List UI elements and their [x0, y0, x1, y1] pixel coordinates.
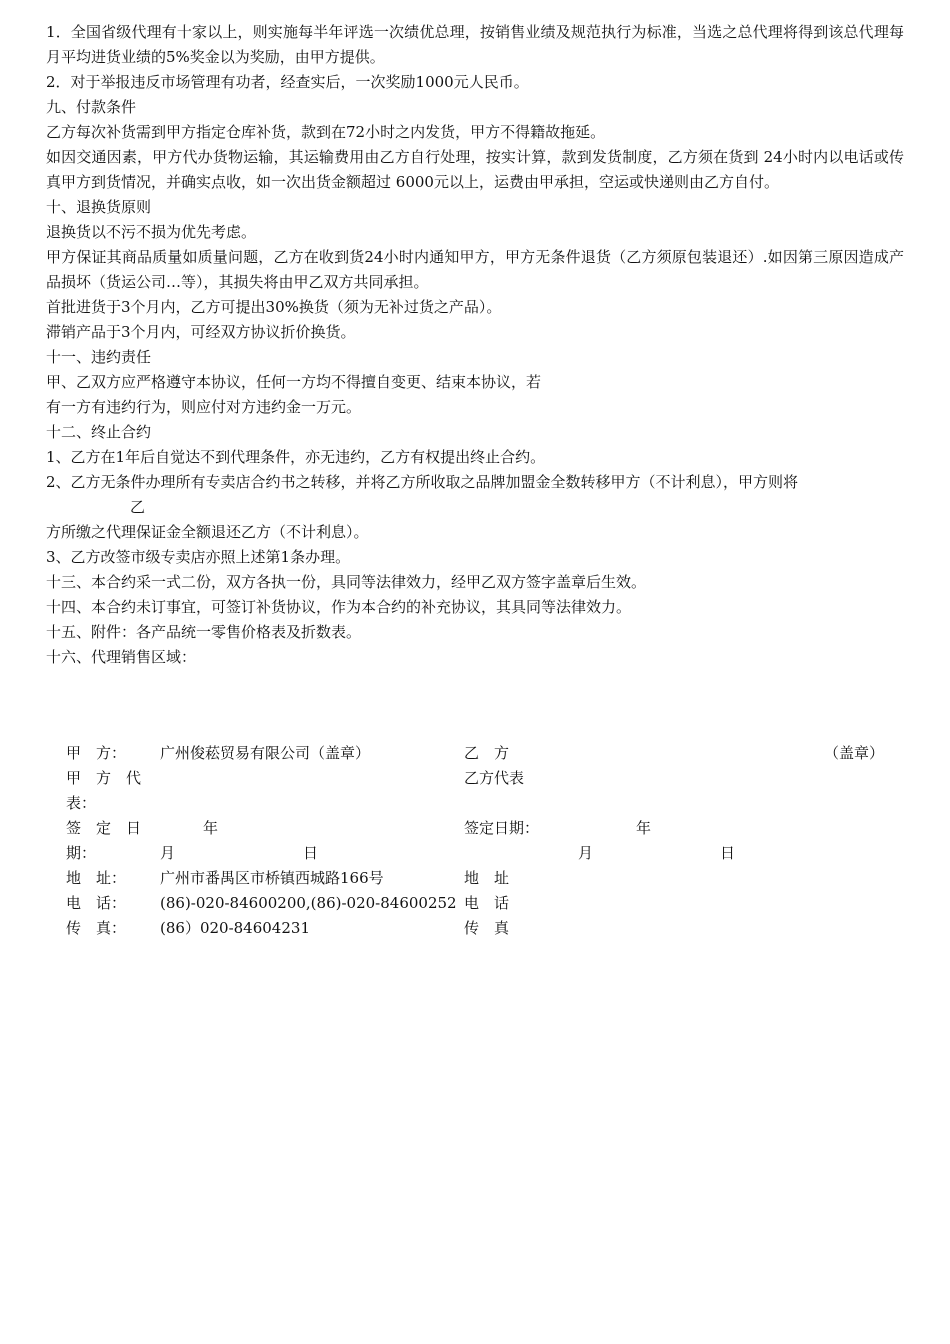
termination-item-2-cont: 方所缴之代理保证金全额退还乙方（不计利息）。: [46, 523, 369, 541]
party-b-label: 乙 方: [464, 744, 510, 762]
signature-row-date: [66, 816, 896, 841]
date-b-day: 日: [720, 844, 736, 862]
termination-item-3: 3、乙方改签市级专卖店亦照上述第1条办理。: [46, 548, 351, 566]
tel-a-value: (86)-020-84600200,(86)-020-84600252: [160, 894, 457, 912]
returns-paragraph-1: 退换货以不污不损为优先考虑。: [46, 223, 257, 241]
signature-row-rep: [66, 766, 896, 791]
signature-row-rep-cont: [66, 791, 896, 816]
date-a-year: 年: [203, 819, 219, 837]
rep-a-label-cont: 表：: [66, 794, 97, 812]
date-a-label: 签 定 日: [66, 819, 142, 837]
clause-13-copies: 十三、本合约采一式二份，双方各执一份，具同等法律效力，经甲乙双方签字盖章后生效。: [46, 573, 647, 591]
addr-a-value: 广州市番禺区市桥镇西城路166号: [160, 869, 384, 887]
fax-a-label: 传 真：: [66, 919, 127, 937]
addr-a-label: 地 址：: [66, 869, 127, 887]
section-heading-termination: 十二、终止合约: [46, 423, 152, 441]
date-b-year: 年: [636, 819, 652, 837]
fax-a-value: (86）020-84604231: [160, 919, 310, 937]
party-a-label: 甲 方：: [66, 744, 127, 762]
signature-row-party: [66, 741, 896, 766]
payment-paragraph-1: 乙方每次补货需到甲方指定仓库补货，款到在72小时之内发货，甲方不得籍故拖延。: [46, 123, 606, 141]
clause-15-attachment: 十五、附件：各产品统一零售价格表及折数表。: [46, 623, 362, 641]
termination-item-2-fragment: 乙: [130, 498, 146, 516]
returns-paragraph-3: 首批进货于3个月内，乙方可提出30%换货（须为无补过货之产品）。: [46, 298, 502, 316]
clause-2-award: 2．对于举报违反市场管理有功者，经查实后，一次奖励1000元人民币。: [46, 73, 529, 91]
clause-16-region: 十六、代理销售区域：: [46, 648, 197, 666]
addr-b-label: 地 址: [464, 869, 510, 887]
termination-item-2: 2、乙方无条件办理所有专卖店合约书之转移，并将乙方所收取之品牌加盟金全数转移甲方（不计利息），甲方则将: [46, 473, 799, 491]
signature-block: [66, 741, 896, 941]
fax-b-label: 传 真: [464, 919, 510, 937]
date-a-day: 日: [303, 844, 319, 862]
document-body: [46, 20, 904, 670]
clause-14-supplement: 十四、本合约未订事宜，可签订补货协议，作为本合约的补充协议，其具同等法律效力。: [46, 598, 632, 616]
returns-paragraph-2: 甲方保证其商品质量如质量问题，乙方在收到货24小时内通知甲方，甲方无条件退货（乙方须原包装退还）.如因第三原因造成产品损坏（货运公司…等），其损失将由甲乙双方共同承担。: [46, 248, 904, 291]
breach-paragraph-1: 甲、乙双方应严格遵守本协议，任何一方均不得擅自变更、结束本协议，若: [46, 373, 542, 391]
date-b-month: 月: [578, 844, 594, 862]
rep-b-label: 乙方代表: [464, 769, 525, 787]
payment-paragraph-2: 如因交通因素，甲方代办货物运输，其运输费用由乙方自行处理，按实计算，款到发货制度，乙方须在货到 24小时内以电话或传真甲方到货情况，并确实点收，如一次出货金额超过 6000元以上，运费由甲承担，空运或快递则由乙方自付。: [46, 148, 904, 191]
date-a-month: 月: [160, 844, 176, 862]
date-b-label: 签定日期：: [464, 819, 540, 837]
signature-row-address: [66, 866, 896, 891]
party-b-seal: （盖章）: [824, 744, 885, 762]
date-a-label-cont: 期：: [66, 844, 97, 862]
termination-item-1: 1、乙方在1年后自觉达不到代理条件，亦无违约，乙方有权提出终止合约。: [46, 448, 546, 466]
section-heading-payment: 九、付款条件: [46, 98, 137, 116]
tel-b-label: 电 话: [464, 894, 510, 912]
signature-row-fax: [66, 916, 896, 941]
party-a-value: 广州俊菘贸易有限公司（盖章）: [160, 744, 371, 762]
signature-row-date-cont: [66, 841, 896, 866]
rep-a-label: 甲 方 代: [66, 769, 142, 787]
section-heading-breach: 十一、违约责任: [46, 348, 152, 366]
signature-row-phone: [66, 891, 896, 916]
clause-1-award: 1．全国省级代理有十家以上，则实施每半年评选一次绩优总理，按销售业绩及规范执行为标准，当选之总代理将得到该总代理每月平均进货业绩的5%奖金以为奖励，由甲方提供。: [46, 23, 904, 66]
section-heading-returns: 十、退换货原则: [46, 198, 152, 216]
tel-a-label: 电 话：: [66, 894, 127, 912]
returns-paragraph-4: 滞销产品于3个月内，可经双方协议折价换货。: [46, 323, 356, 341]
breach-paragraph-2: 有一方有违约行为，则应付对方违约金一万元。: [46, 398, 362, 416]
